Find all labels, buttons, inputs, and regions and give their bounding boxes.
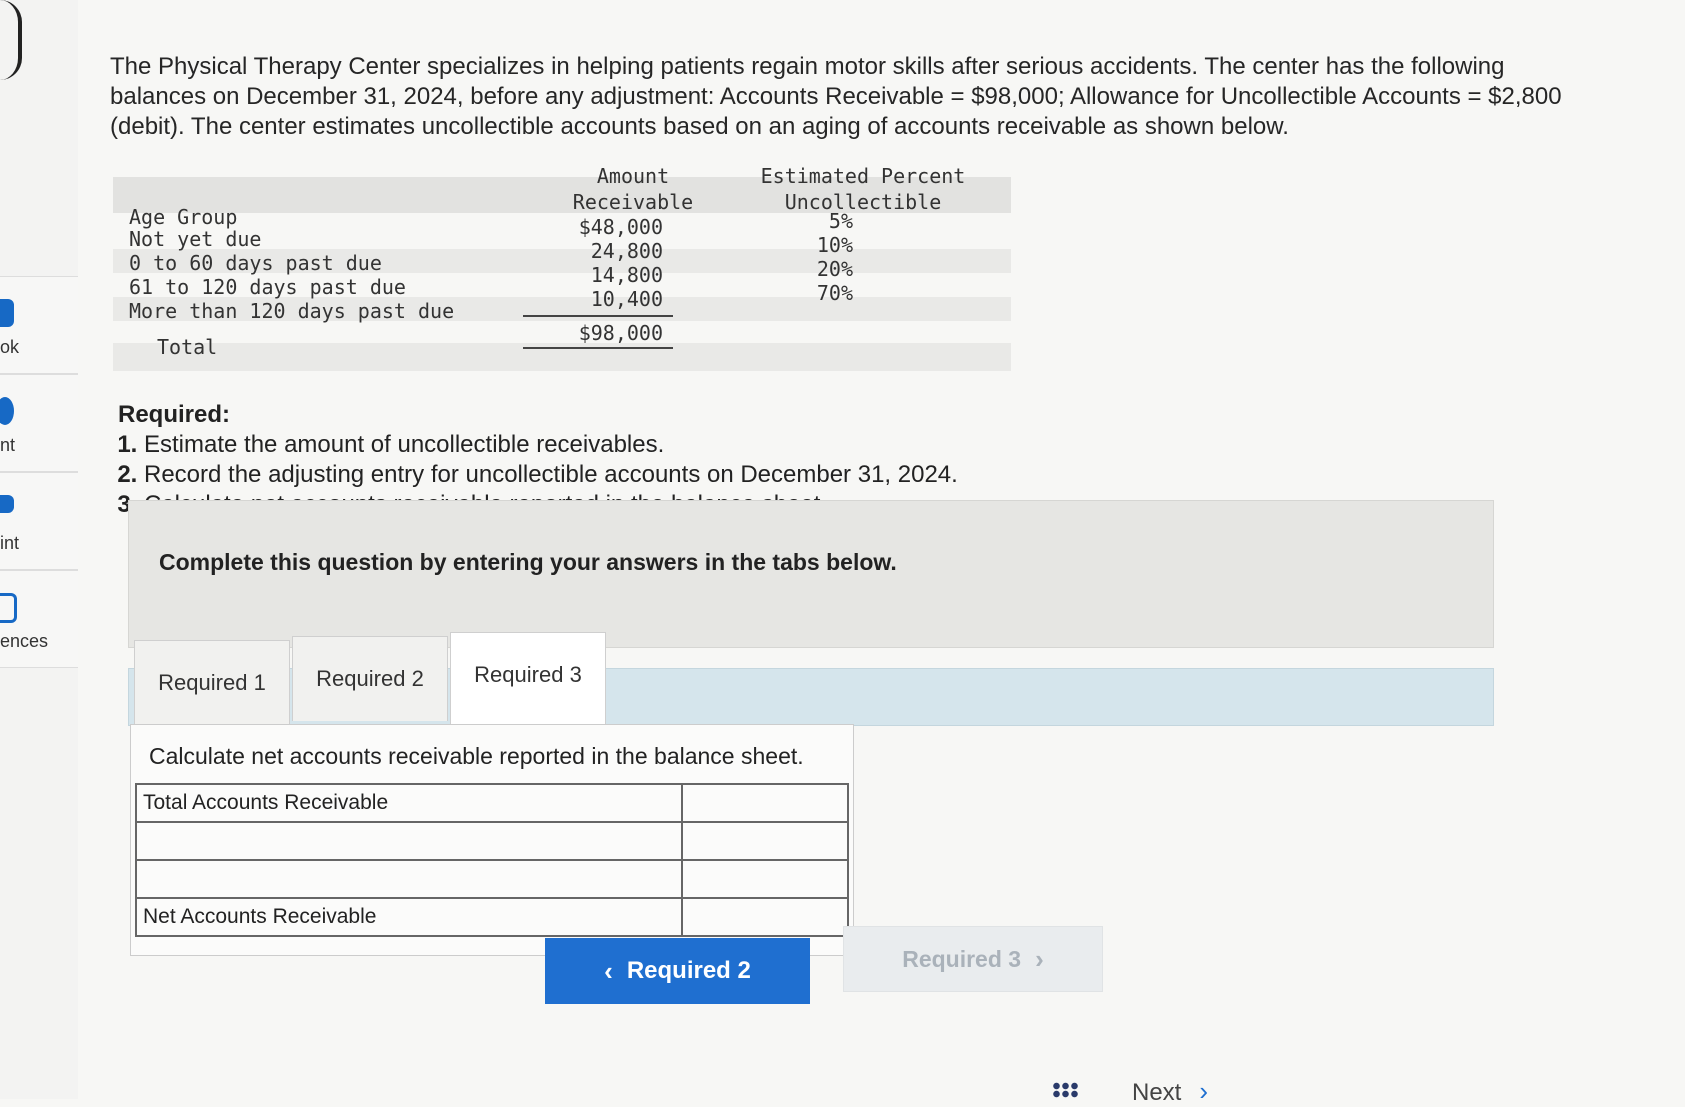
row-age: Not yet due: [129, 227, 262, 251]
tab-required-1[interactable]: Required 1: [134, 640, 290, 725]
header-amount-line2: Receivable: [572, 190, 694, 214]
row-age: More than 120 days past due: [129, 299, 455, 323]
row-label: [136, 898, 682, 936]
table-row: [136, 860, 848, 898]
required-item: 2. Record the adjusting entry for uncollectible accounts on December 31, 2024.: [144, 460, 958, 490]
chevron-left-icon: ‹: [604, 955, 613, 986]
header-percent-line2: Uncollectible: [784, 190, 942, 214]
amount-input[interactable]: [689, 901, 845, 933]
sidebar-item-label: ok: [0, 337, 20, 357]
prev-button-label: Required 2: [626, 957, 751, 984]
value-cell[interactable]: [682, 860, 848, 898]
chevron-right-icon: ›: [1199, 1076, 1209, 1106]
row-percent: 5%: [828, 209, 853, 233]
chevron-right-icon: ›: [1035, 943, 1044, 974]
row-label-text: Net Accounts Receivable: [143, 905, 377, 928]
amount-input[interactable]: [689, 825, 845, 857]
sidebar-item-print[interactable]: [0, 472, 78, 570]
next-required-button[interactable]: [843, 926, 1103, 992]
value-cell[interactable]: [682, 784, 848, 822]
sidebar-item-book[interactable]: [0, 276, 78, 374]
row-label-text: Total Accounts Receivable: [143, 791, 389, 814]
panel-question: Calculate net accounts receivable reported in the balance sheet.: [149, 743, 804, 769]
header-amount-line1: Amount: [596, 164, 670, 188]
value-cell[interactable]: [682, 822, 848, 860]
required-title: Required:: [118, 401, 231, 428]
value-cell[interactable]: [682, 898, 848, 936]
total-label: Total: [157, 335, 218, 359]
row-percent: 70%: [816, 281, 853, 305]
sidebar-item-references[interactable]: [0, 570, 78, 668]
account-input[interactable]: [143, 825, 679, 857]
grid-icon[interactable]: [1052, 1082, 1078, 1098]
amount-input[interactable]: [689, 863, 845, 895]
table-row: [136, 822, 848, 860]
header-age-group: Age Group: [129, 205, 238, 229]
header-percent-line1: Estimated Percent: [760, 164, 966, 188]
row-percent: 20%: [816, 257, 853, 281]
row-age: 0 to 60 days past due: [129, 251, 382, 275]
left-sidebar: [0, 0, 78, 1099]
subtotal-rule: [523, 315, 673, 317]
row-label[interactable]: [136, 860, 682, 898]
row-percent: 10%: [816, 233, 853, 257]
table-row: [136, 784, 848, 822]
tab-required-2[interactable]: Required 2: [292, 636, 448, 721]
sidebar-item-label: nt: [0, 435, 16, 455]
instruction-box: [128, 500, 1494, 648]
row-age: 61 to 120 days past due: [129, 275, 406, 299]
row-amount: 14,800: [590, 263, 663, 287]
row-amount: 24,800: [590, 239, 663, 263]
row-amount: 10,400: [590, 287, 663, 311]
answer-panel: [130, 724, 854, 956]
table-row: [136, 898, 848, 936]
total-rule: [523, 347, 673, 349]
sidebar-item-label: int: [0, 533, 20, 553]
app-logo-icon: [0, 0, 22, 80]
row-amount: $48,000: [578, 215, 663, 239]
amount-input[interactable]: [689, 787, 845, 819]
row-label: [136, 784, 682, 822]
problem-statement: The Physical Therapy Center specializes in helping patients regain motor skills after serious accidents. The center has the following balances on December 31, 2024, before any adjustment: Accounts Receivable = $98,000; Allowance for Uncollectible Accounts = $2,800 (debit). The center estimates uncollectible accounts based on an aging of accounts receivable as shown below.: [110, 53, 1562, 140]
tab-required-3[interactable]: Required 3: [450, 632, 606, 725]
instruction-text: Complete this question by entering your answers in the tabs below.: [159, 549, 897, 575]
total-amount: $98,000: [578, 321, 663, 345]
sidebar-item-hint[interactable]: [0, 374, 78, 472]
required-item: 1. Estimate the amount of uncollectible receivables.: [144, 430, 958, 460]
sidebar-item-label: ences: [0, 631, 49, 651]
next-link[interactable]: [1132, 1076, 1208, 1107]
row-label[interactable]: [136, 822, 682, 860]
book-icon: [0, 299, 14, 327]
references-icon: [0, 593, 17, 623]
hint-icon: [0, 397, 14, 425]
next-button-label: Required 3: [902, 945, 1022, 972]
account-input[interactable]: [143, 863, 679, 895]
answer-grid: [135, 783, 849, 937]
prev-required-button[interactable]: [545, 938, 810, 1004]
next-link-label: Next: [1132, 1079, 1182, 1106]
print-icon: [0, 495, 14, 513]
